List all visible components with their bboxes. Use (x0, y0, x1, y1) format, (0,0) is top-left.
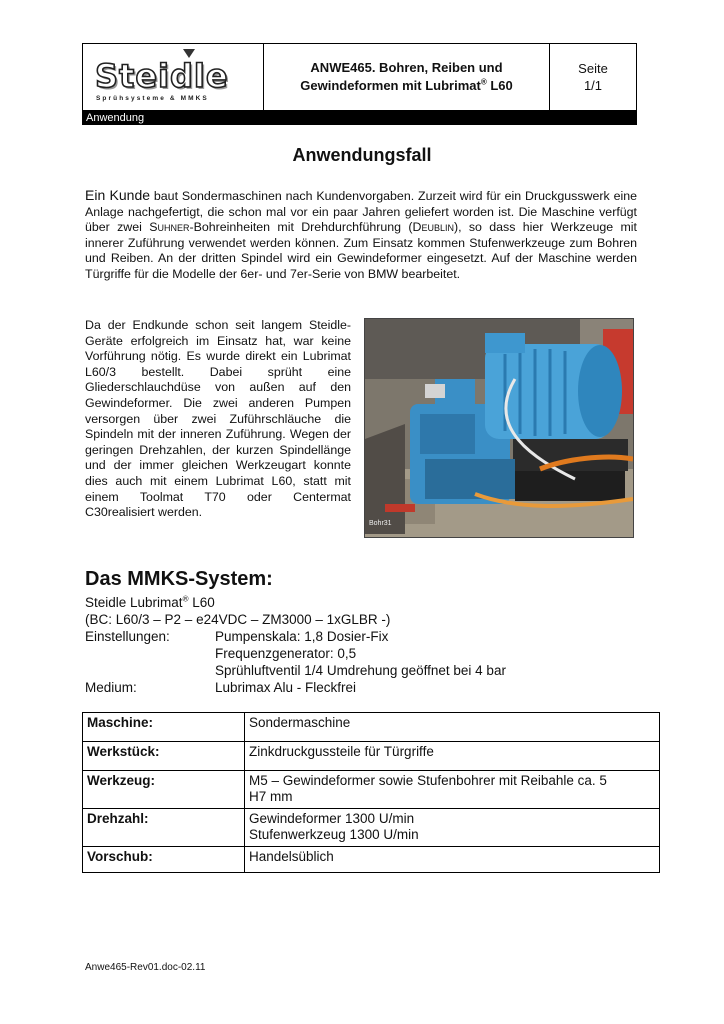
spec-key: Vorschub: (83, 847, 245, 873)
title-line-1: ANWE465. Bohren, Reiben und (310, 60, 503, 75)
spec-value: Sondermaschine (245, 713, 660, 742)
system-product: Steidle Lubrimat® L60 (85, 594, 215, 610)
medium-label: Medium: (85, 680, 137, 695)
document-header (82, 43, 637, 111)
photo-caption: Bohr31 (369, 520, 392, 527)
spec-value: Gewindeformer 1300 U/min Stufenwerkzeug 1300 U/min (245, 809, 660, 847)
table-row (83, 809, 660, 847)
table-row (83, 847, 660, 873)
setting-pump-scale: Pumpenskala: 1,8 Dosier-Fix (215, 629, 389, 644)
section-band: Anwendung (82, 111, 637, 125)
spec-value: M5 – Gewindeformer sowie Stufenbohrer mit Reibahle ca. 5 H7 mm (245, 771, 660, 809)
machine-photo-illustration (365, 319, 634, 538)
settings-label: Einstellungen: (85, 629, 170, 644)
spec-key: Maschine: (83, 713, 245, 742)
setting-spray-valve: Sprühluftventil 1/4 Umdrehung geöffnet bei 4 bar (215, 663, 506, 678)
spec-key: Drehzahl: (83, 809, 245, 847)
setting-frequency: Frequenzgenerator: 0,5 (215, 646, 357, 661)
customer-paragraph: Da der Endkunde schon seit langem Steidle-Geräte erfolgreich im Einsatz hat, war keine Vorführung nötig. Es wurde direkt ein Lubrimat L60/3 bestellt. Dabei sprüht eine Gliederschlauchdüse von außen auf den Gewindeformer. Die zwei anderen Pumpen versorgen über zwei Zuführschläuche die Spindeln mit der inneren Zuführung. Wegen der geringen Drehzahlen, der kurzen Spindellänge und der immer gleichen Werkzeugart konnte dies auch mit einem Lubrimat L60, statt mit einem Toolmat T70 oder Centermat C30realisiert werden. (85, 318, 351, 520)
spec-value: Handelsüblich (245, 847, 660, 873)
machine-photo (364, 318, 634, 538)
page-heading: Anwendungsfall (292, 145, 432, 165)
medium-value: Lubrimax Alu - Fleckfrei (215, 680, 357, 695)
spec-table (82, 712, 660, 873)
page-value: 1/1 (583, 78, 603, 93)
spec-key: Werkstück: (83, 742, 245, 771)
table-row (83, 742, 660, 771)
intro-paragraph: Ein Kunde baut Sondermaschinen nach Kundenvorgaben. Zurzeit wird für ein Druckgusswerk eine Anlage nachgefertigt, die schon mal vor ein paar Jahren geliefert worden ist. Die Maschine verfügt über zwei Suhner-Bohreinheiten mit Drehdurchführung (Deublin), so dass hier Werkzeuge mit innerer Zuführung verwendet werden können. Zum Einsatz kommen Stufenwerkzeuge zum Bohren und Reiben. An der dritten Spindel wird ein Gewindeformer eingesetzt. Auf der Maschine werden Türgriffe für die Modelle der 6er- und 7er-Serie von BMW bearbeitet. (85, 187, 638, 281)
spec-value: Zinkdruckgussteile für Türgriffe (245, 742, 660, 771)
document-title (264, 44, 550, 110)
brand-deublin: Deublin (412, 220, 454, 235)
logo-tagline: Sprühsysteme & MMKS (96, 95, 209, 102)
table-row (83, 771, 660, 809)
logo-wordmark: Steidle (95, 57, 229, 95)
steidle-logo (83, 44, 264, 110)
table-row (83, 713, 660, 742)
page-label: Seite (578, 61, 608, 76)
intro-lead: Ein Kunde (85, 187, 151, 203)
title-line-2: Gewindeformen mit Lubrimat® L60 (300, 77, 513, 93)
spec-key: Werkzeug: (83, 771, 245, 809)
brand-suhner: Suhner (149, 220, 190, 235)
page-indicator (550, 44, 636, 110)
system-heading: Das MMKS-System: (85, 568, 273, 590)
footer-doc-id: Anwe465-Rev01.doc-02.11 (85, 962, 206, 973)
system-build-code: (BC: L60/3 – P2 – e24VDC – ZM3000 – 1xGLBR -) (85, 612, 391, 627)
